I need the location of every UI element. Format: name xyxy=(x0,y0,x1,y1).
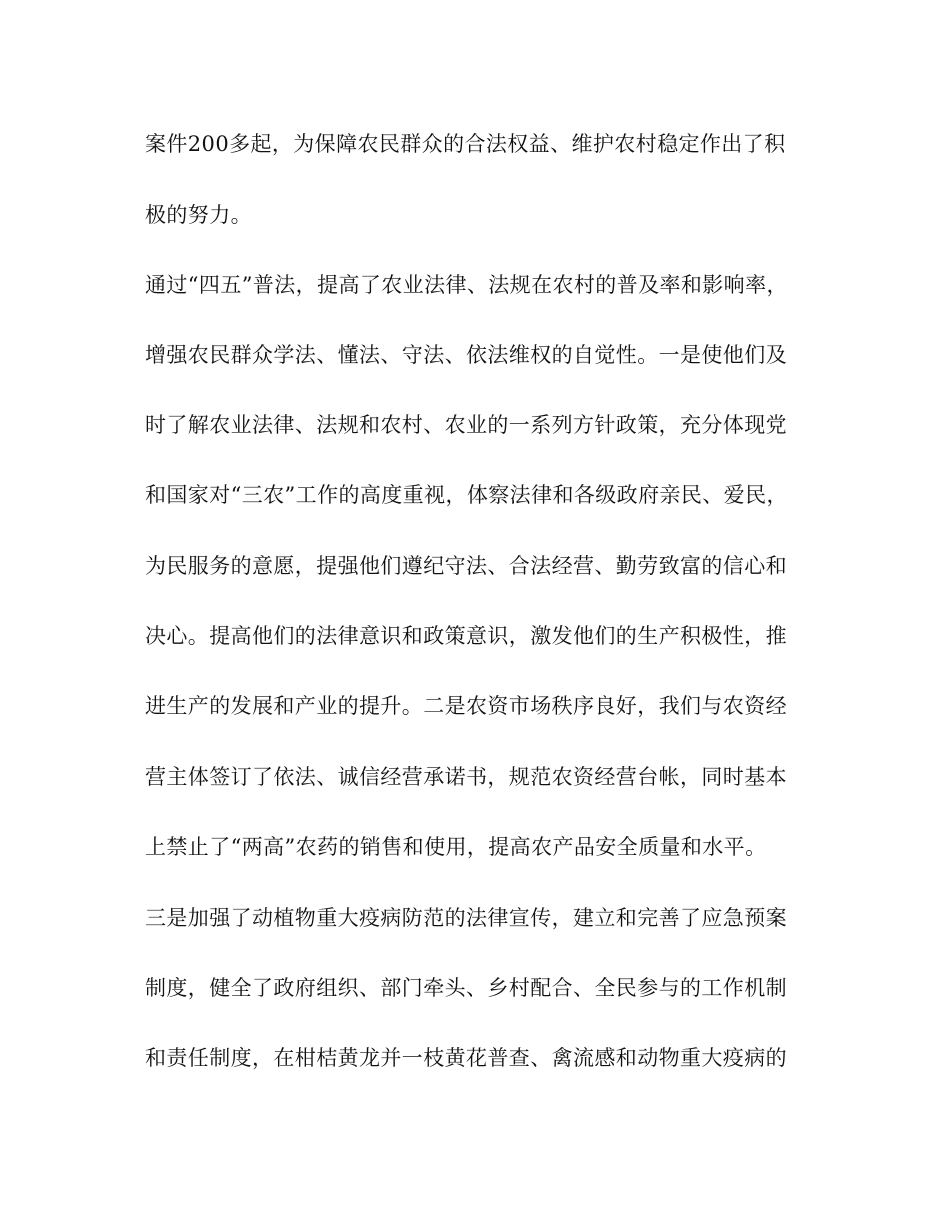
text-line-11: 上禁止了“两高”农药的销售和使用，提高农产品安全质量和水平。 xyxy=(145,835,767,859)
text-line-8: 决心。提高他们的法律意识和政策意识，激发他们的生产积极性，推 xyxy=(145,624,787,648)
text-line-2: 极的努力。 xyxy=(145,203,252,227)
text-line-5: 时了解农业法律、法规和农村、农业的一系列方针政策，充分体现党 xyxy=(145,413,787,437)
text-line-3: 通过“四五”普法，提高了农业法律、法规在农村的普及率和影响率， xyxy=(145,273,788,297)
text-line-6: 和国家对“三农”工作的高度重视，体察法律和各级政府亲民、爱民， xyxy=(145,483,788,507)
text-line-13: 制度，健全了政府组织、部门牵头、乡村配合、全民参与的工作机制 xyxy=(145,976,787,1000)
text-line-4: 增强农民群众学法、懂法、守法、依法维权的自觉性。一是使他们及 xyxy=(145,343,787,367)
text-line-7: 为民服务的意愿，提强他们遵纪守法、合法经营、勤劳致富的信心和 xyxy=(145,554,787,578)
text-line-14: 和责任制度，在柑桔黄龙并一枝黄花普查、禽流感和动物重大疫病的 xyxy=(145,1046,787,1070)
text-line-1: 案件200多起，为保障农民群众的合法权益、维护农村稳定作出了积 xyxy=(145,132,786,156)
text-line-12: 三是加强了动植物重大疫病防范的法律宣传，建立和完善了应急预案 xyxy=(145,906,787,930)
text-line-9: 进生产的发展和产业的提升。二是农资市场秩序良好，我们与农资经 xyxy=(145,694,787,718)
text-line-10: 营主体签订了依法、诚信经营承诺书，规范农资经营台帐，同时基本 xyxy=(145,765,787,789)
